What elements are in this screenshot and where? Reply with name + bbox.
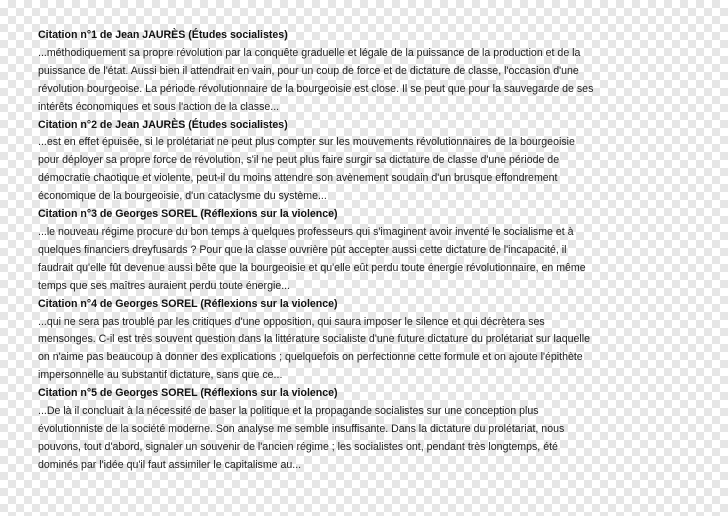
citation-text	[38, 134, 698, 206]
citation-line: évolutionniste de la société moderne. Son analyse me semble insuffisante. Dans la dictature du prolétariat, nous	[38, 422, 565, 435]
citation-title: Citation n°1 de Jean JAURÈS (Études socialistes)	[38, 29, 288, 41]
citation-block	[38, 296, 698, 386]
citation-line: puissance de l'état. Aussi bien il attendrait en vain, pour un coup de force et de dictature de classe, l'occasion d'une	[38, 64, 579, 77]
citation-line: mensonges. C-il est très souvent question dans la littérature socialiste d'une future dictature du prolétariat sur laquelle	[38, 333, 591, 346]
citation-line: ...est en effet épuisée, si le prolétariat ne peut plus compter sur les mouvements révolutionnaires de la bourgeoisie	[38, 136, 575, 149]
citation-line: intérêts économiques et sous l'action de la classe...	[38, 100, 280, 113]
citation-line: ...De là il concluait à la nécessité de baser la politique et la propagande socialistes sur une conception plus	[38, 405, 539, 418]
citation-line: on n'aime pas beaucoup à donner des explications ; quelquefois on perfectionne cette formule et on ajoute l'épithète	[38, 351, 583, 364]
citation-text	[38, 45, 698, 117]
citation-text	[38, 314, 698, 386]
citation-line: démocratie chaotique et violente, peut-il du moins attendre son avènement soudain d'un brusque effondrement	[38, 172, 558, 185]
citation-title: Citation n°2 de Jean JAURÈS (Études socialistes)	[38, 118, 288, 131]
citation-line: temps que ses maîtres auraient perdu toute énergie...	[38, 279, 291, 292]
citation-text	[38, 403, 698, 475]
citation-line: dominés par l'idée qu'il faut assimiler le capitalisme au...	[38, 458, 302, 471]
citation-line: pour déployer sa propre force de révolution, s'il ne peut plus faire surgir sa dictature de classe d'une période de	[38, 154, 560, 167]
citation-line: faudrait qu'elle fût devenue aussi bête que la bourgeoisie et qu'elle eût perdu toute énergie révolutionnaire, en même	[38, 261, 586, 274]
citation-line: impersonnelle au substantif dictature, sans que ce...	[38, 369, 283, 382]
citation-line: ...méthodiquement sa propre révolution par la conquête graduelle et légale de la puissance de la production et de la	[38, 46, 581, 59]
citation-line: ...qui ne sera pas troublé par les critiques d'une opposition, qui saura imposer le silence et qui décrètera ses	[38, 315, 545, 328]
citation-block	[38, 385, 698, 475]
citation-block	[38, 27, 698, 117]
citation-line: pouvons, tout d'abord, signaler un souvenir de l'ancien régime ; les socialistes ont, pendant très longtemps, été	[38, 440, 558, 453]
document-text	[38, 27, 698, 475]
citation-line: économique de la bourgeoisie, d'un cataclysme du système...	[38, 190, 327, 203]
citation-title: Citation n°4 de Georges SOREL (Réflexions sur la violence)	[38, 297, 338, 310]
citation-text	[38, 224, 698, 296]
citation-title: Citation n°5 de Georges SOREL (Réflexions sur la violence)	[38, 387, 338, 400]
citation-line: ...le nouveau régime procure du bon temps à quelques professeurs qui s'imaginent avoir inventé le socialisme et à	[38, 225, 574, 238]
citation-line: révolution bourgeoise. La période révolutionnaire de la bourgeoisie est close. Il se peut que pour la sauvegarde de ses	[38, 82, 594, 95]
citation-title: Citation n°3 de Georges SOREL (Réflexions sur la violence)	[38, 208, 338, 221]
citation-line: quelques financiers dreyfusards ? Pour que la classe ouvrière pût accepter aussi cette dictature de l'incapacité, il	[38, 243, 567, 256]
citation-block	[38, 117, 698, 207]
citation-block	[38, 206, 698, 296]
